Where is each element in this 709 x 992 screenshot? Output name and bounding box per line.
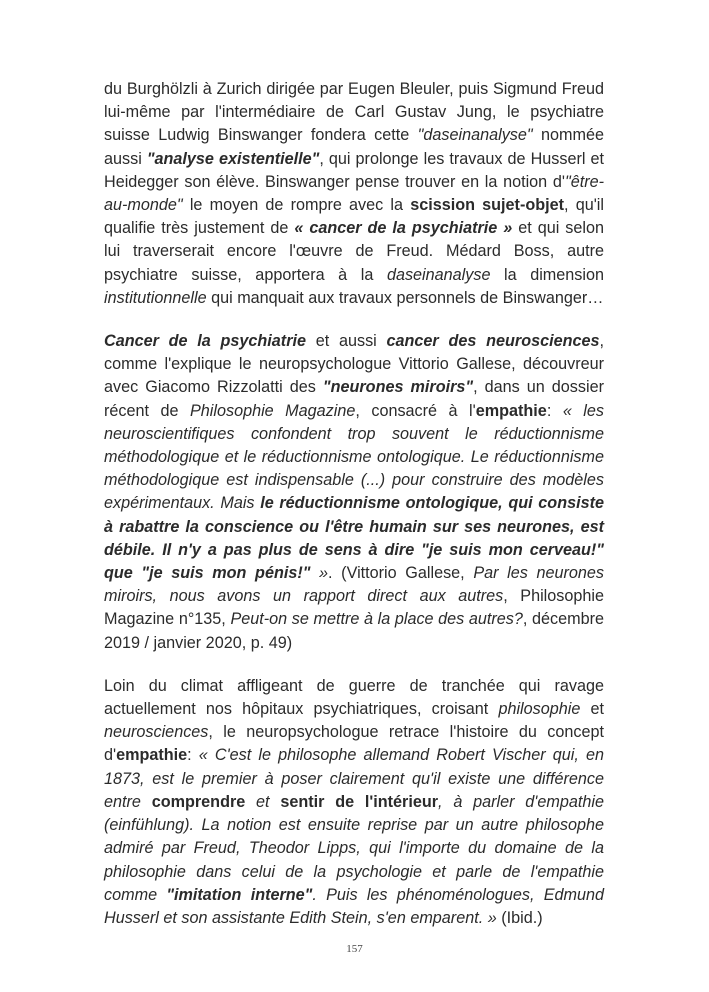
text-run: et [245, 792, 281, 811]
text-run: philosophie [498, 700, 581, 719]
text-run: comprendre [151, 792, 246, 811]
text-run: "daseinanalyse" [417, 126, 533, 145]
text-run: et [580, 700, 605, 719]
text-run: daseinanalyse [386, 265, 491, 284]
text-run: , décembre 2019 / janvier 2020, p. 49) [104, 610, 604, 652]
text-run: Peut-on se mettre à la place des autres? [230, 610, 523, 629]
text-run: « C'est le philosophe allemand Robert Vischer qui, en 1873, est le premier à poser clairement qu'il existe une différence entre [104, 746, 604, 811]
text-run: sentir de l'intérieur [280, 792, 439, 811]
text-run: le réductionnisme ontologique, qui consiste à rabattre la conscience ou l'être humain sur ses neurones, est débile. Il n'y a pas plus de sens à dire "je suis mon cerveau!" que "je suis mon pénis!" [104, 494, 604, 583]
page-number: 157 [346, 943, 363, 955]
text-run: et qui selon lui traverserait encore l'œuvre de Freud. Médard Boss, autre psychiatre suisse, apportera à la [104, 219, 604, 284]
text-run: le moyen de rompre avec la [182, 196, 411, 215]
text-run: empathie [116, 746, 188, 765]
text-run: "être-au-monde" [104, 172, 604, 215]
paragraph-empathie-history [104, 675, 604, 930]
text-run: , consacré à l' [355, 401, 476, 420]
text-run: institutionnelle [104, 288, 207, 307]
page-body [104, 78, 604, 950]
text-run: "neurones miroirs" [322, 378, 474, 397]
text-run: . Puis les phénoménologues, Edmund Husserl et son assistante Edith Stein, s'en emparent. » [104, 885, 604, 927]
text-run: . (Vittorio Gallese, [328, 564, 474, 583]
paragraph-gallese [104, 330, 604, 655]
text-run: neurosciences [104, 723, 209, 742]
text-run: Loin du climat affligeant de guerre de tranchée qui ravage actuellement nos hôpitaux psychiatriques, croisant [104, 676, 604, 719]
text-run: » [310, 564, 329, 583]
text-run: "imitation interne" [166, 885, 313, 904]
text-run: : [187, 746, 199, 765]
text-run: cancer des neurosciences [386, 332, 600, 351]
text-run: "analyse existentielle" [146, 149, 320, 168]
text-run: , qui prolonge les travaux de Husserl et Heidegger son élève. Binswanger pense trouver en la notion d' [104, 149, 604, 191]
text-run: , Philosophie Magazine n°135, [104, 587, 604, 629]
paragraph-binswanger [104, 78, 604, 310]
text-run: scission sujet-objet [410, 196, 565, 215]
text-run: : [546, 401, 563, 420]
text-run: qui manquait aux travaux personnels de Binswanger… [206, 288, 604, 307]
text-run: , comme l'explique le neuropsychologue Vittorio Gallese, découvreur avec Giacomo Rizzolatti des [104, 332, 604, 397]
text-run: , le neuropsychologue retrace l'histoire du concept d' [104, 723, 604, 765]
text-run: et aussi [306, 332, 387, 351]
text-run: Cancer de la psychiatrie [104, 332, 306, 351]
text-run: (Ibid.) [496, 908, 543, 927]
text-run: Par les neurones miroirs, nous avons un rapport direct aux autres [104, 564, 604, 606]
text-run: la dimension [490, 265, 604, 284]
text-run: « cancer de la psychiatrie » [294, 219, 513, 238]
text-run: « les neuroscientifiques confondent trop souvent le réductionnisme méthodologique et le réductionnisme ontologique. Le réductionnisme méthodologique est indispensable (...) pour construire des modèles expérimentaux. Mais [104, 401, 604, 513]
text-run: Philosophie Magazine [189, 401, 356, 420]
text-run: empathie [475, 401, 547, 420]
text-run: , qu'il qualifie très justement de [104, 196, 604, 238]
text-run: du Burghölzli à Zurich dirigée par Eugen Bleuler, puis Sigmund Freud lui-même par l'intermédiaire de Carl Gustav Jung, le psychiatre suisse Ludwig Binswanger fondera cette [104, 80, 604, 145]
text-run: , à parler d'empathie (einfühlung). La notion est ensuite reprise par un autre philosophe admiré par Freud, Theodor Lipps, qui l'importe du domaine de la philosophie dans celui de la psychologie et parle de l'empathie comme [104, 792, 604, 904]
text-run: , dans un dossier récent de [104, 378, 604, 420]
text-run: nommée aussi [104, 126, 604, 168]
